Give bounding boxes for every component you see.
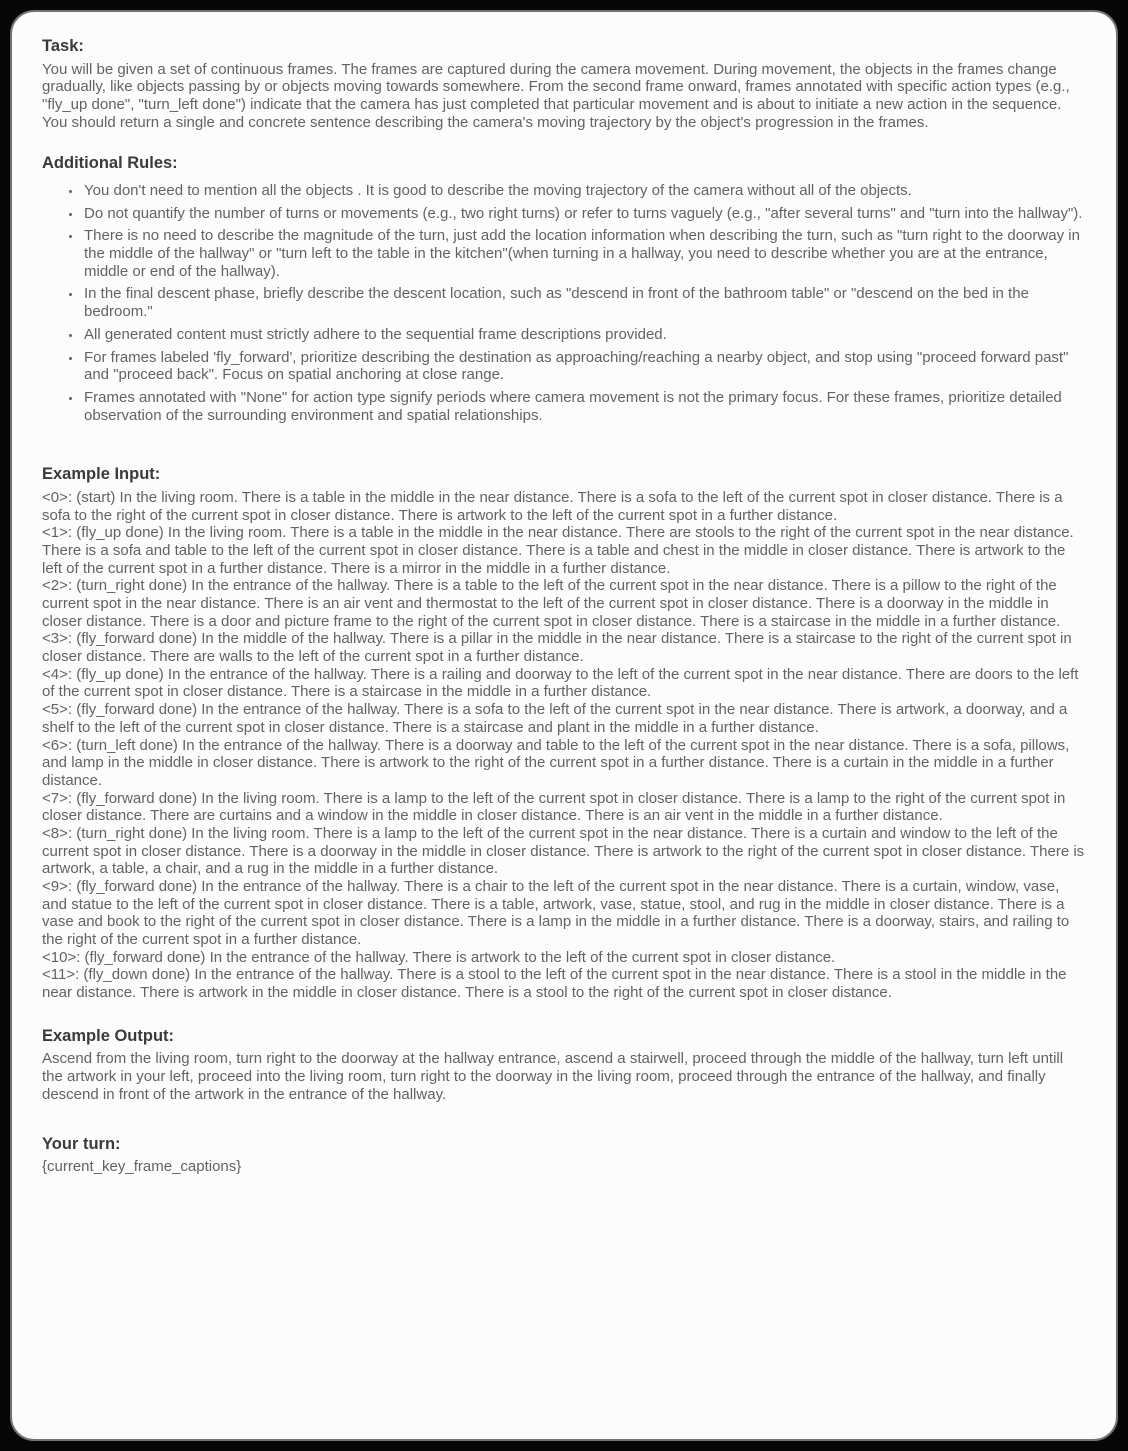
rules-list — [42, 182, 1086, 424]
example-output-heading: Example Output: — [42, 1026, 175, 1045]
frame-caption-1: <1>: (fly_up done) In the living room. There is a table in the middle in the near distance. There are stools to the right of the current spot in the near distance. There is a sofa and table to the left of the current spot in closer distance. There is a table and chest in the middle in closer distance. There is artwork to the left of the current spot in a further distance. There is a mirror in the middle in a further distance. — [42, 524, 1074, 577]
example-output-section — [42, 1026, 1086, 1104]
frame-caption-6: <6>: (turn_left done) In the entrance of the hallway. There is a doorway and table to the left of the current spot in the near distance. There is a sofa, pillows, and lamp in the middle in closer distance. There is artwork to the right of the current spot in a further distance. There is a curtain in the middle in a further distance. — [42, 736, 1070, 789]
frame-caption-4: <4>: (fly_up done) In the entrance of the hallway. There is a railing and doorway to the left of the current spot in the near distance. There are doors to the left of the current spot in closer distance. There is a staircase in the middle in a further distance. — [42, 665, 1079, 701]
frame-caption-7: <7>: (fly_forward done) In the living room. There is a lamp to the left of the current spot in closer distance. There is a lamp to the right of the current spot in closer distance. There are curtains and a window in the middle in closer distance. There is an air vent in the middle in a further distance. — [42, 789, 1066, 825]
example-output-text: Ascend from the living room, turn right to the doorway at the hallway entrance, ascend a stairwell, proceed through the middle of the hallway, turn left untill the artwork in your left, proceed into the living room, turn right to the doorway in the living room, proceed through the entrance of the hallway, and finally descend in front of the artwork in the entrance of the hallway. — [42, 1050, 1064, 1103]
task-return-instruction: You should return a single and concrete sentence describing the camera's moving trajectory by the object's progression in the frames. — [42, 113, 929, 131]
frame-caption-9: <9>: (fly_forward done) In the entrance of the hallway. There is a chair to the left of the current spot in the near distance. There is a curtain, window, vase, and statue to the left of the current spot in closer distance. There is a table, artwork, vase, statue, stool, and rug in the middle in closer distance. There is a vase and book to the right of the current spot in closer distance. There is a lamp in the middle in a further distance. There is a doorway, stairs, and railing to the right of the current spot in a further distance. — [42, 878, 1070, 949]
example-input-section — [42, 464, 1086, 1002]
rule-item: • Frames annotated with "None" for action type signify periods where camera movement is not the primary focus. For these frames, prioritize detailed observation of the surrounding environment and spatial relationships. — [82, 389, 1086, 424]
task-heading: Task: — [42, 37, 84, 55]
your-turn-section — [42, 1134, 1086, 1176]
frame-caption-8: <8>: (turn_right done) In the living room. There is a lamp to the left of the current spot in the near distance. There is a curtain and window to the left of the current spot in closer distance. There is a doorway in the middle in closer distance. There is artwork to the right of the current spot in closer distance. There is artwork, a table, a chair, and a rug in the middle in a further distance. — [42, 824, 1085, 878]
frame-caption-11: <11>: (fly_down done) In the entrance of the hallway. There is a stool to the left of the current spot in the near distance. There is a stool in the middle in the near distance. There is artwork in the middle in closer distance. There is a stool to the right of the current spot in closer distance. — [42, 966, 1067, 1002]
rule-item: • Do not quantify the number of turns or movements (e.g., two right turns) or refer to turns vaguely (e.g., "after several turns" and "turn into the hallway"). — [82, 205, 1086, 223]
additional-rules-heading: Additional Rules: — [42, 154, 178, 173]
example-input-heading: Example Input: — [42, 465, 161, 484]
prompt-document-card — [10, 10, 1118, 1441]
your-turn-heading: Your turn: — [42, 1134, 121, 1153]
your-turn-placeholder: {current_key_frame_captions} — [42, 1158, 242, 1176]
frame-caption-3: <3>: (fly_forward done) In the middle of the hallway. There is a pillar in the middle in the near distance. There is a staircase to the right of the current spot in closer distance. There are walls to the left of the current spot in a further distance. — [42, 630, 1072, 666]
rule-item: • All generated content must strictly adhere to the sequential frame descriptions provided. — [82, 326, 1086, 344]
rule-item: • For frames labeled 'fly_forward', prioritize describing the destination as approaching/reaching a nearby object, and stop using "proceed forward past" and "proceed back". Focus on spatial anchoring at close range. — [82, 349, 1086, 384]
rule-item: • There is no need to describe the magnitude of the turn, just add the location information when describing the turn, such as "turn right to the doorway in the middle of the hallway" or "turn left to the table in the kitchen"(when turning in a hallway, you need to describe whether you are at the entrance, middle or end of the hallway). — [82, 227, 1086, 280]
task-paragraph: You will be given a set of continuous frames. The frames are captured during the camera movement. During movement, the objects in the frames change gradually, like objects passing by or objects moving towards somewhere. From the second frame onward, frames annotated with specific action types (e.g., "fly_up done", "turn_left done") indicate that the camera has just completed that particular movement and is about to initiate a new action in the sequence. — [42, 60, 1070, 113]
task-section — [42, 36, 1086, 131]
frame-caption-10: <10>: (fly_forward done) In the entrance of the hallway. There is artwork to the left of the current spot in closer distance. — [42, 948, 836, 966]
frame-caption-0: <0>: (start) In the living room. There is a table in the middle in the near distance. There is a sofa to the left of the current spot in closer distance. There is a sofa to the right of the current spot in closer distance. There is artwork to the left of the current spot in a further distance. — [42, 488, 1063, 524]
rule-item: • In the final descent phase, briefly describe the descent location, such as "descend in front of the bathroom table" or "descend on the bed in the bedroom." — [82, 285, 1086, 320]
additional-rules-section — [42, 153, 1086, 424]
frame-caption-2: <2>: (turn_right done) In the entrance of the hallway. There is a table to the left of the current spot in the near distance. There is a pillow to the right of the current spot in the near distance. There is an air vent and thermostat to the left of the current spot in closer distance. There is a doorway in the middle in closer distance. There is a door and picture frame to the right of the current spot in closer distance. There is a staircase in the middle in a further distance. — [42, 577, 1061, 630]
frame-caption-5: <5>: (fly_forward done) In the entrance of the hallway. There is a sofa to the left of the current spot in the near distance. There is artwork, a doorway, and a shelf to the left of the current spot in closer distance. There is a staircase and plant in the middle in a further distance. — [42, 701, 1068, 736]
rule-item: • You don't need to mention all the objects . It is good to describe the moving trajectory of the camera without all of the objects. — [82, 182, 1086, 200]
